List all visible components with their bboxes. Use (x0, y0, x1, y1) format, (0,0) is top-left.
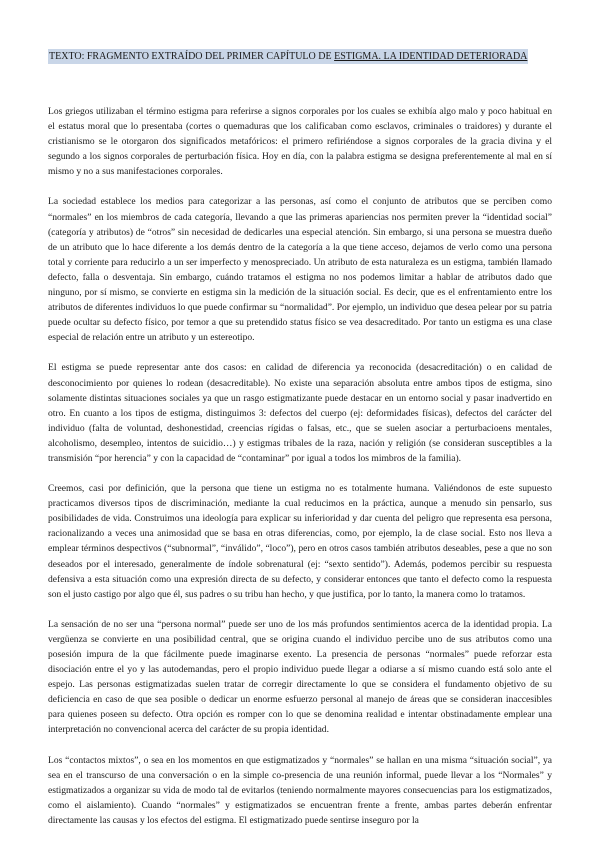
paragraph-5: La sensación de no ser una “persona normal” puede ser uno de los más profundos sentimientos acerca de la identidad propia. La vergüenza se convierte en una posibilidad central, que se origina cuando el individuo percibe uno de sus atributos como una posesión impura de la que fácilmente puede imaginarse exento. La presencia de personas “normales” puede reforzar esta disociación entre el yo y las autodemandas, pero el propio individuo puede llegar a odiarse a sí mismo cuando está solo ante el espejo. Las personas estigmatizadas suelen tratar de corregir directamente lo que se considera el fundamento objetivo de su deficiencia en caso de que sea posible o dedicar un enorme esfuerzo personal al manejo de áreas que se consideran inaccesibles para quienes poseen su defecto. Otra opción es romper con lo que se denomina realidad e intentar obstinadamente emplear una interpretación no convencional acerca del carácter de su propia identidad. (48, 618, 552, 736)
title-prefix: TEXTO: FRAGMENTO EXTRAÍDO DEL PRIMER CAPÍTULO DE (49, 51, 335, 62)
document-body (48, 104, 552, 843)
paragraph-6: Los “contactos mixtos”, o sea en los momentos en que estigmatizados y “normales” se hallan en una misma “situación social”, ya sea en el transcurso de una conversación o en la simple co-presencia de una reunión informal, puede llevar a los “Normales” y estigmatizados a organizar su vida de modo tal de evitarlos (teniendo normalmente mayores consecuencias para los estigmatizados, como el aislamiento). Cuando “normales” y estigmatizados se encuentran frente a frente, ambas partes deberán enfrentar directamente las causas y los efectos del estigma. El estigmatizado puede sentirse inseguro por la (48, 754, 552, 826)
document-title (48, 49, 528, 64)
paragraph-4: Creemos, casi por definición, que la persona que tiene un estigma no es totalmente humana. Valiéndonos de este supuesto practicamos diversos tipos de discriminación, mediante la cual reducimos en la práctica, aunque a menudo sin pensarlo, sus posibilidades de vida. Construimos una ideología para explicar su inferioridad y dar cuenta del peligro que representa esa persona, racionalizando a veces una animosidad que se basa en otras diferencias, como, por ejemplo, la de clase social. Esto nos lleva a emplear términos despectivos (“subnormal”, “inválido”, “loco”), pero en otros casos también atributos deseables, pese a que no son deseados por el interesado, generalmente de índole sobrenatural (ej: “sexto sentido”). Además, podemos percibir su respuesta defensiva a esta situación como una expresión directa de su defecto, y considerar entonces que tanto el defecto como la respuesta son el justo castigo por algo que él, sus padres o su tribu han hecho, y que justifica, por lo tanto, la manera como lo tratamos. (48, 483, 552, 600)
title-book-link[interactable]: ESTIGMA. LA IDENTIDAD DETERIORADA (334, 51, 528, 62)
paragraph-2: La sociedad establece los medios para categorizar a las personas, así como el conjunto de atributos que se perciben como “normales” en los miembros de cada categoría, llevando a que las primeras apariencias nos permiten prever la “identidad social” (categoría y atributos) de “otros” sin necesidad de dedicarles una especial atención. Sin embargo, si una persona se muestra dueño de un atributo que lo hace diferente a los demás dentro de la categoría a la que tiene acceso, dejamos de verlo como una persona total y corriente para reducirlo a un ser imperfecto y menospreciado. Un atributo de esta naturaleza es un estigma, también llamado defecto, falla o desventaja. Sin embargo, cuándo tratamos el estigma no nos podemos limitar a hablar de atributos dado que ninguno, por sí mismo, se convierte en estigma sin la medición de la situación social. Es decir, que es el enfrentamiento entre los atributos de diferentes individuos lo que puede confirmar su “normalidad”. Por ejemplo, un individuo que desea pelear por su patria puede ocultar su defecto físico, por temor a que su pretendido status físico se vea desacreditado. Por tanto un estigma es una clase especial de relación entre un atributo y un estereotipo. (48, 196, 552, 344)
paragraph-3: El estigma se puede representar ante dos casos: en calidad de diferencia ya reconocida (desacreditación) o en calidad de desconocimiento por quienes lo rodean (desacreditable). No existe una separación absoluta entre ambos tipos de estigma, sino solamente distintas situaciones sociales ya que un rasgo estigmatizante puede destacar en un entorno social y pasar inadvertido en otro. En cuanto a los tipos de estigma, distinguimos 3: defectos del cuerpo (ej: deformidades físicas), defectos del carácter del individuo (falta de voluntad, deshonestidad, creencias rígidas o falsas, etc., que se suelen asociar a perturbacioens mentales, alcoholismo, desempleo, intentos de suicidio…) y estigmas tribales de la raza, nación y religión (se consideran susceptibles a la transmisión “por herencia” y con la capacidad de “contaminar” por igual a todos los mimbros de la familia). (48, 362, 552, 464)
paragraph-1: Los griegos utilizaban el término estigma para referirse a signos corporales por los cuales se exhibía algo malo y poco habitual en el estatus moral que lo presentaba (cortes o quemaduras que los calificaban como esclavos, criminales o traidores) y durante el cristianismo se le otorgaron dos significados metafóricos: el primero refiriéndose a signos corporales de la gracia divina y el segundo a los signos corporales de perturbación física. Hoy en día, con la palabra estigma se designa preferentemente al mal en sí mismo y no a sus manifestaciones corporales. (48, 106, 552, 178)
